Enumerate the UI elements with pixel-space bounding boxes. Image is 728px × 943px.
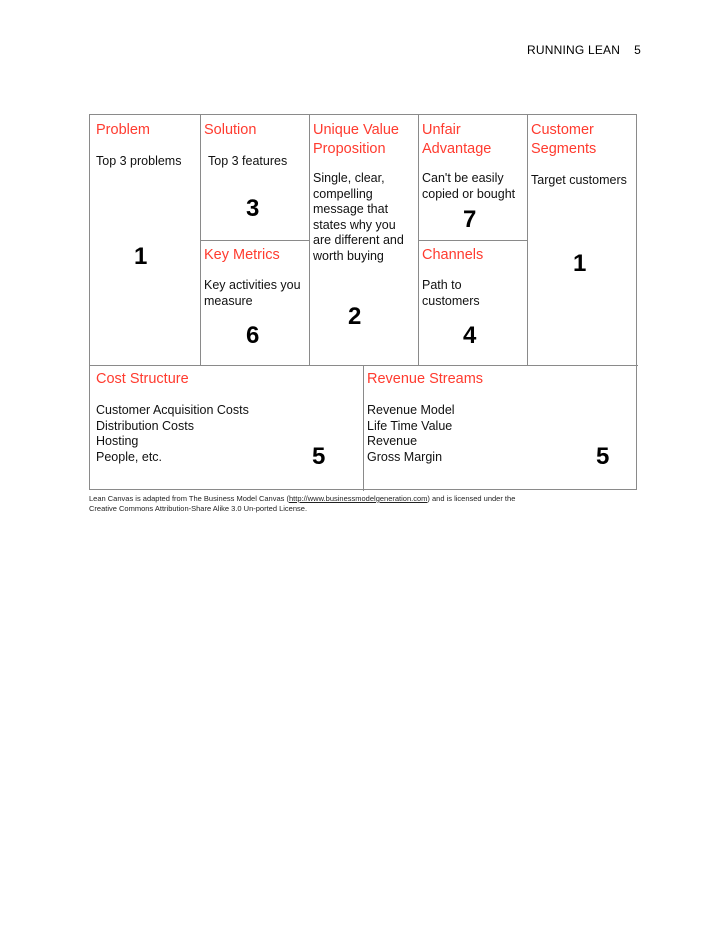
cost-structure-cell: [90, 366, 363, 490]
license-footer: [89, 494, 515, 514]
list-item: Customer Acquisition Costs: [96, 403, 249, 417]
cost-structure-number: 5: [312, 443, 326, 470]
revenue-streams-title: Revenue Streams: [367, 371, 484, 387]
problem-title: Problem: [96, 122, 150, 138]
problem-desc: Top 3 problems: [96, 154, 182, 168]
uvp-desc: Single, clear, compelling message that states why you are different and worth buying: [313, 171, 404, 263]
key-metrics-cell: [201, 241, 309, 365]
channels-number: 4: [463, 322, 477, 349]
cost-structure-list: [96, 403, 249, 465]
customer-segments-title: Customer Segments: [531, 122, 597, 157]
list-item: Revenue Model: [367, 403, 455, 417]
unfair-advantage-title: Unfair Advantage: [422, 122, 492, 157]
list-item: Gross Margin: [367, 449, 443, 464]
list-item: Life Time Value: [367, 418, 453, 433]
solution-desc: Top 3 features: [208, 154, 288, 168]
customer-segments-desc: Target customers: [531, 173, 627, 187]
footer-line-1: [89, 494, 515, 504]
list-item: Distribution Costs: [96, 418, 194, 433]
channels-desc: Path to customers: [422, 278, 480, 308]
running-header: [527, 43, 641, 57]
solution-cell: [201, 115, 309, 240]
footer-line-2: Creative Commons Attribution-Share Alike 3.0 Un-ported License.: [89, 504, 308, 513]
key-metrics-desc: Key activities you measure: [204, 278, 301, 308]
key-metrics-number: 6: [246, 322, 260, 349]
footer-text: Lean Canvas is adapted from The Business Model Canvas (: [89, 494, 289, 503]
lean-canvas: [89, 114, 637, 490]
uvp-cell: [310, 115, 418, 365]
list-item: People, etc.: [96, 449, 163, 464]
unfair-advantage-number: 7: [463, 206, 477, 233]
business-model-link[interactable]: http://www.businessmodelgeneration.com: [288, 494, 428, 503]
solution-number: 3: [246, 195, 260, 222]
uvp-title: Unique Value Proposition: [313, 122, 399, 157]
list-item: Revenue: [367, 434, 418, 448]
cost-structure-title: Cost Structure: [96, 371, 189, 387]
channels-title: Channels: [422, 247, 484, 263]
problem-cell: [90, 115, 200, 365]
key-metrics-title: Key Metrics: [204, 247, 280, 263]
uvp-number: 2: [348, 303, 362, 330]
header-title: RUNNING LEAN: [527, 43, 621, 57]
page-number: 5: [634, 43, 641, 57]
channels-cell: [419, 241, 527, 365]
revenue-streams-list: [367, 403, 455, 465]
solution-title: Solution: [204, 122, 257, 138]
revenue-streams-number: 5: [596, 443, 610, 470]
revenue-streams-cell: [364, 366, 637, 490]
footer-text: ) and is licensed under the: [427, 494, 516, 503]
list-item: Hosting: [96, 434, 139, 448]
customer-segments-number: 1: [573, 250, 587, 277]
unfair-advantage-cell: [419, 115, 527, 240]
customer-segments-cell: [528, 115, 637, 365]
problem-number: 1: [134, 243, 148, 270]
unfair-advantage-desc: Can't be easily copied or bought: [422, 171, 516, 201]
